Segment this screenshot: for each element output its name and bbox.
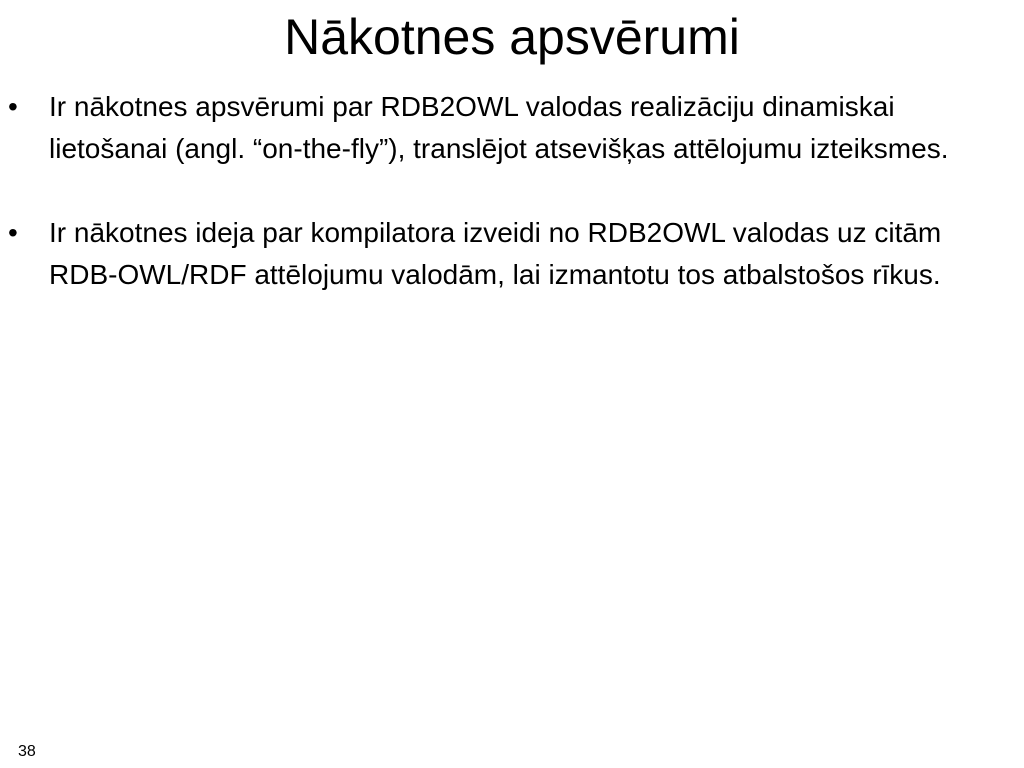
bullet-text: Ir nākotnes ideja par kompilatora izveidi no RDB2OWL valodas uz citām RDB-OWL/RDF attēlojumu valodām, lai izmantotu tos atbalstošos rīkus. [49, 217, 942, 290]
slide-title: Nākotnes apsvērumi [284, 9, 740, 65]
bullet-text: Ir nākotnes apsvērumi par RDB2OWL valodas realizāciju dinamiskai lietošanai (angl. “on-the-fly”), translējot atsevišķas attēlojumu izteiksmes. [49, 91, 949, 164]
bullet-item [0, 212, 1024, 296]
page-number: 38 [18, 743, 36, 760]
bullet-icon: • [8, 91, 18, 122]
bullet-icon: • [8, 217, 18, 248]
bullet-list [0, 86, 1024, 338]
bullet-item [0, 86, 1024, 170]
